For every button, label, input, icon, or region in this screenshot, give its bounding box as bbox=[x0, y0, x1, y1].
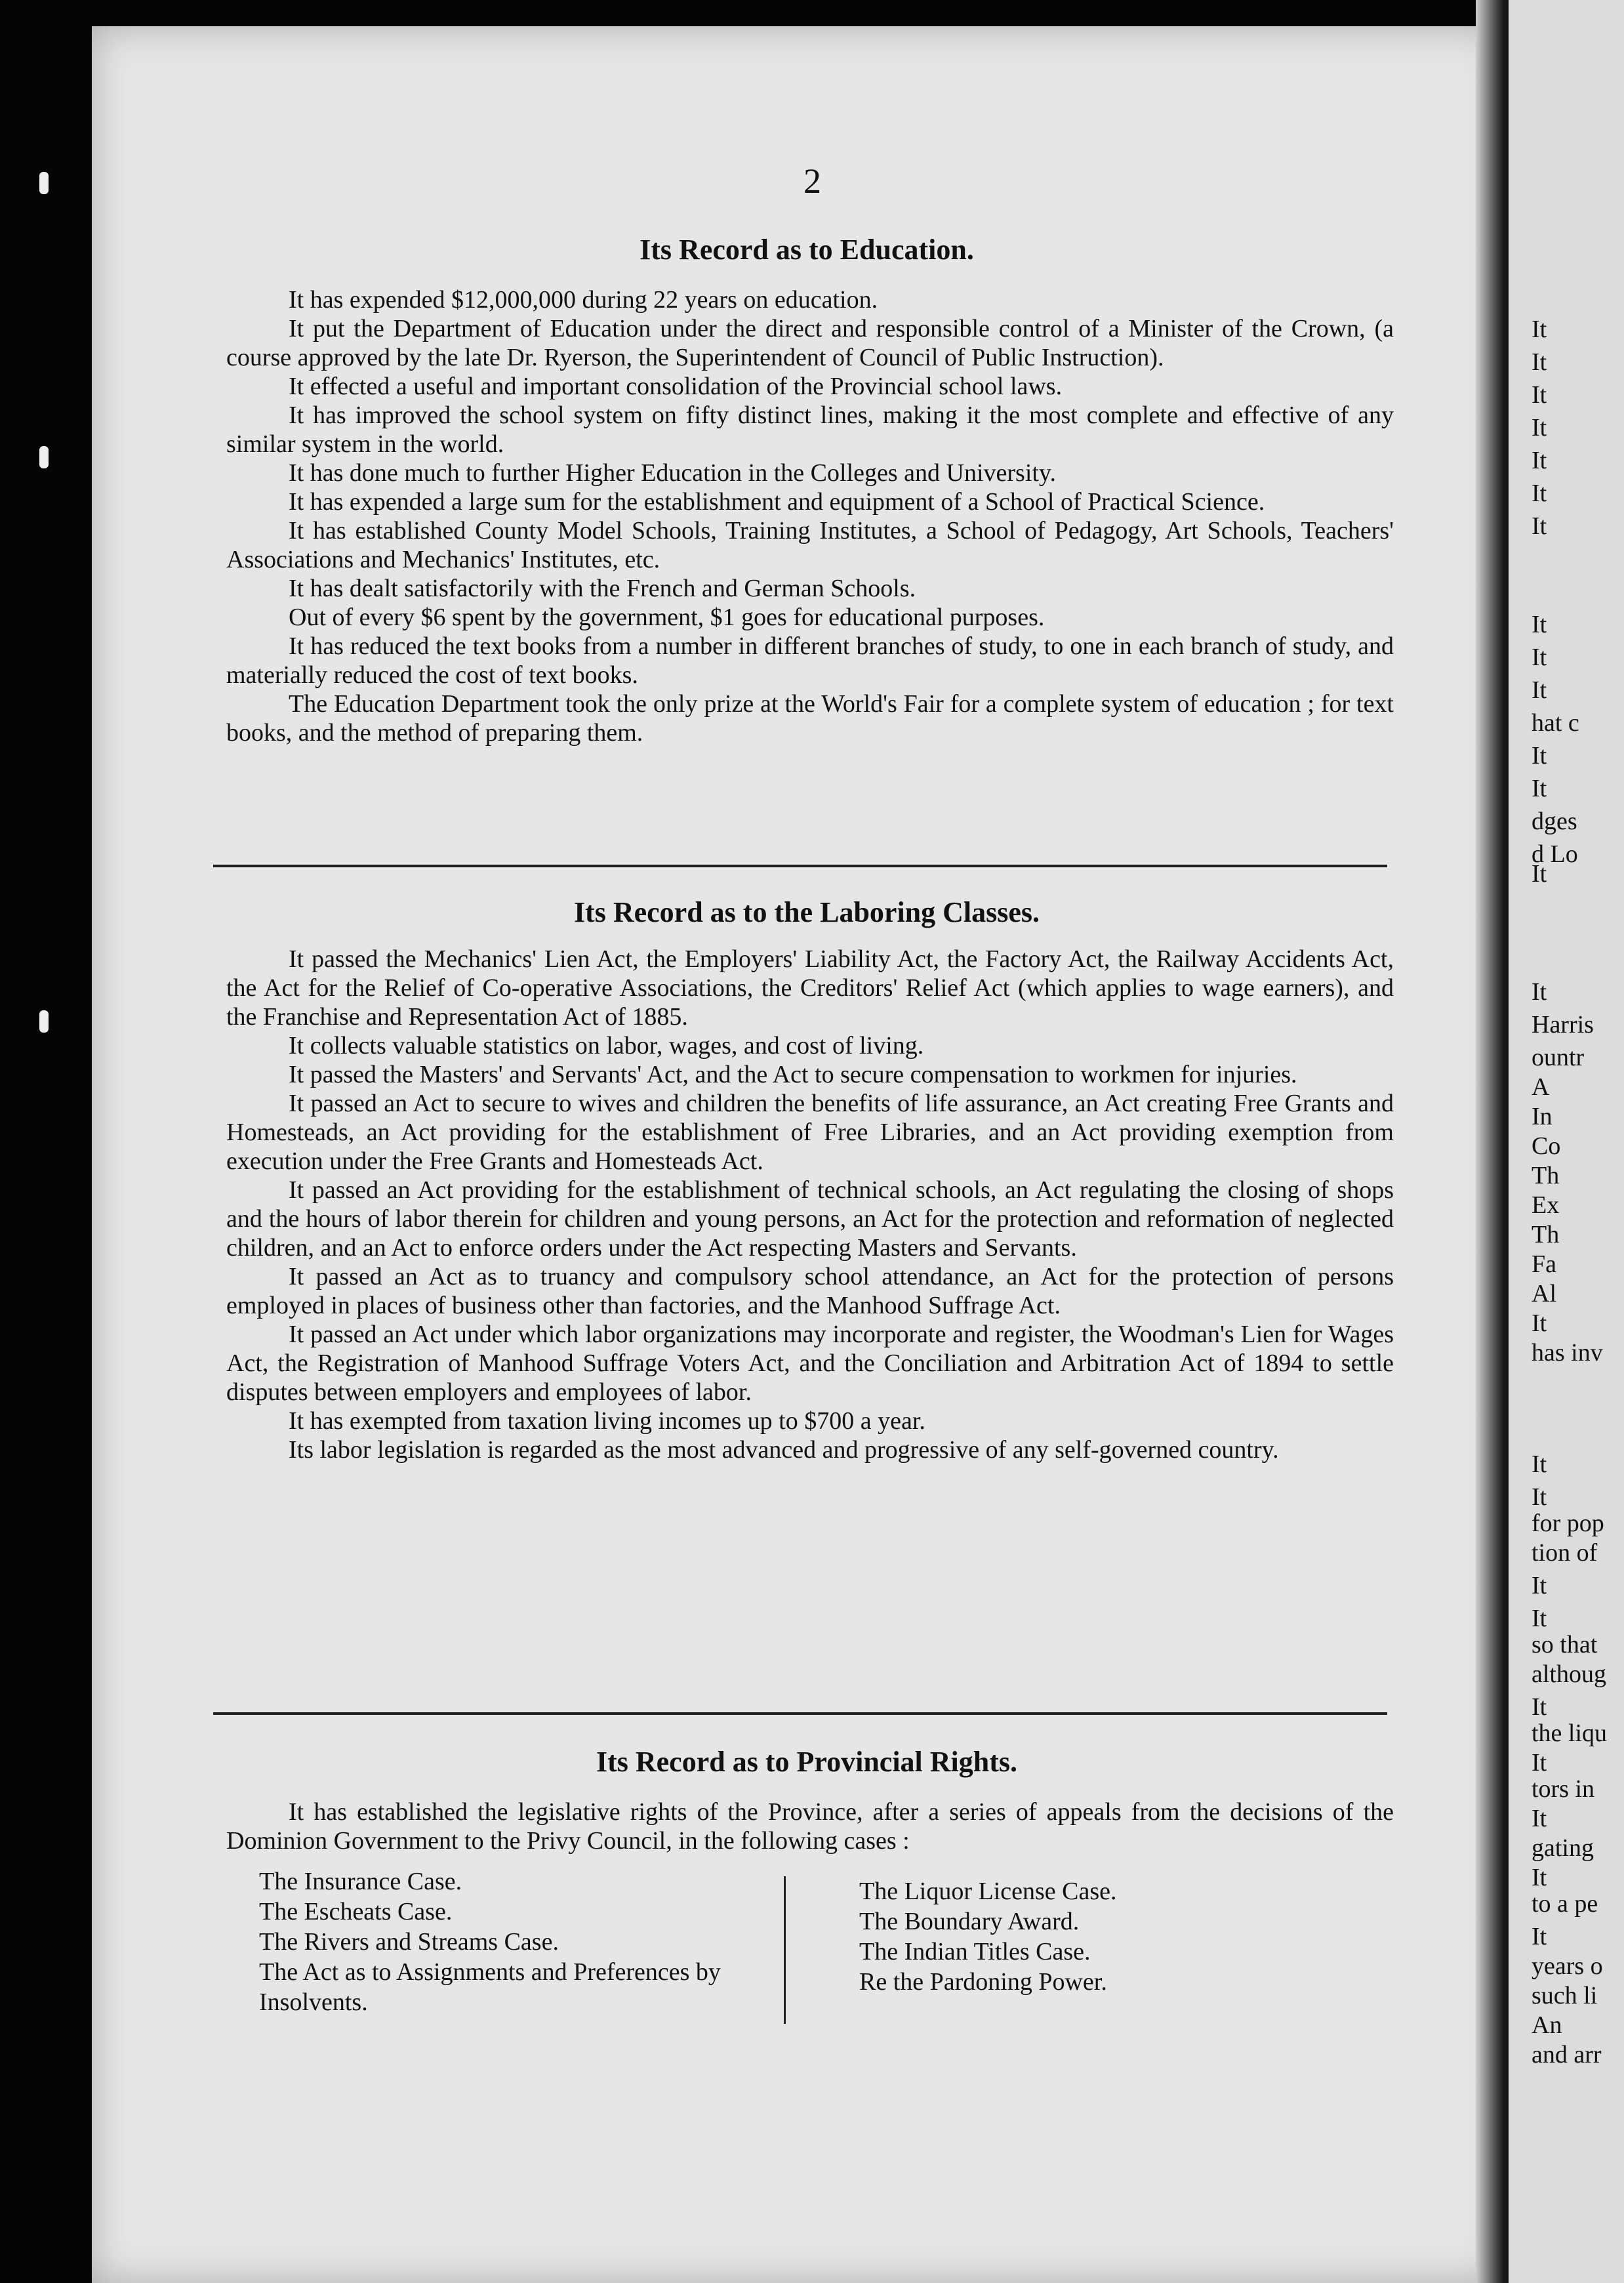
labor-paragraph: It passed an Act under which labor organizations may incorporate and register, the Woodman's Lien for Wages Act, the Registration of Manhood Suffrage Voters Act, and the Conciliation and Arbitration Act of 1894 to settle disputes between employers and employees of labor. bbox=[226, 1321, 1394, 1406]
provincial-intro-text: It has established the legislative rights of the Province, after a series of appeals from the decisions of the Dominion Government to the Privy Council, in the following cases : bbox=[226, 1798, 1394, 1855]
adjacent-page-fragment: It bbox=[1532, 1923, 1547, 1950]
education-paragraph: It has improved the school system on fifty distinct lines, making it the most complete and effective of any similar system in the world. bbox=[226, 401, 1394, 458]
adjacent-page-fragment: It bbox=[1532, 316, 1547, 343]
labor-body bbox=[226, 945, 1394, 1464]
labor-paragraph: It passed an Act to secure to wives and children the benefits of life assurance, an Act creating Free Grants and Homesteads, an Act providing for the establishment of Free Libraries, and an Act providing exemption from execution under the Free Grants and Homesteads Act. bbox=[226, 1090, 1394, 1175]
scan-artifact bbox=[39, 172, 49, 194]
scan-artifact bbox=[39, 446, 49, 468]
adjacent-page-fragment: It bbox=[1532, 742, 1547, 770]
case-item: The Escheats Case. bbox=[259, 1898, 453, 1925]
adjacent-page-fragment: to a pe bbox=[1532, 1890, 1598, 1918]
adjacent-page-fragment: It bbox=[1532, 512, 1547, 540]
education-paragraph: It has dealt satisfactorily with the French and German Schools. bbox=[289, 575, 916, 602]
adjacent-page-fragment: It bbox=[1532, 1749, 1547, 1777]
adjacent-page-fragment: ountr bbox=[1532, 1044, 1585, 1071]
cases-right-column bbox=[859, 1876, 1384, 1997]
adjacent-page-fragment: It bbox=[1532, 381, 1547, 409]
adjacent-page-fragment: It bbox=[1532, 414, 1547, 442]
education-body bbox=[226, 285, 1394, 747]
education-title: Its Record as to Education. bbox=[639, 234, 974, 266]
column-divider bbox=[784, 1876, 786, 2024]
provincial-intro bbox=[226, 1798, 1394, 1855]
adjacent-page-fragment: It bbox=[1532, 1309, 1547, 1337]
case-item: The Liquor License Case. bbox=[859, 1878, 1117, 1905]
adjacent-page-fragment: for pop bbox=[1532, 1510, 1604, 1537]
labor-title: Its Record as to the Laboring Classes. bbox=[573, 896, 1040, 928]
labor-paragraph: It passed an Act as to truancy and compulsory school attendance, an Act for the protection of persons employed in places of business other than factories, and the Manhood Suffrage Act. bbox=[226, 1263, 1394, 1319]
adjacent-page-fragment: such li bbox=[1532, 1982, 1598, 2009]
adjacent-page-fragment: has inv bbox=[1532, 1339, 1603, 1367]
adjacent-page-fragment: It bbox=[1532, 348, 1547, 376]
adjacent-page-fragment: tion of bbox=[1532, 1539, 1598, 1567]
adjacent-page-fragment: An bbox=[1532, 2011, 1562, 2039]
labor-paragraph: It collects valuable statistics on labor, wages, and cost of living. bbox=[289, 1032, 924, 1059]
adjacent-page-fragment: It bbox=[1532, 1864, 1547, 1891]
provincial-title: Its Record as to Provincial Rights. bbox=[596, 1746, 1018, 1778]
adjacent-page-fragment: Harris bbox=[1532, 1011, 1594, 1039]
education-paragraph: Out of every $6 spent by the government, $1 goes for educational purposes. bbox=[289, 604, 1045, 631]
adjacent-page-fragment: It bbox=[1532, 860, 1547, 888]
education-paragraph: The Education Department took the only prize at the World's Fair for a complete system of education ; for text books, and the method of preparing them. bbox=[226, 690, 1394, 747]
adjacent-page-fragment: It bbox=[1532, 1572, 1547, 1599]
adjacent-page-fragment: years o bbox=[1532, 1952, 1603, 1980]
adjacent-page-fragment: It bbox=[1532, 611, 1547, 638]
adjacent-page-fragment: It bbox=[1532, 1605, 1547, 1632]
cases-left-column bbox=[259, 1866, 777, 2017]
adjacent-page-fragment: and arr bbox=[1532, 2041, 1602, 2068]
education-paragraph: It has reduced the text books from a number in different branches of study, to one in each branch of study, and materially reduced the cost of text books. bbox=[226, 632, 1394, 689]
adjacent-page-fragment: Ex bbox=[1532, 1191, 1560, 1219]
adjacent-page-fragment: It bbox=[1532, 447, 1547, 474]
education-paragraph: It has expended a large sum for the establishment and equipment of a School of Practical Science. bbox=[289, 488, 1265, 516]
adjacent-page-fragment: It bbox=[1532, 775, 1547, 802]
adjacent-page-fragment: so that bbox=[1532, 1631, 1598, 1658]
case-item: The Rivers and Streams Case. bbox=[259, 1928, 559, 1956]
adjacent-page-fragment: It bbox=[1532, 1693, 1547, 1721]
section-divider bbox=[213, 1712, 1387, 1715]
labor-paragraph: It passed an Act providing for the establishment of technical schools, an Act regulating the closing of shops and the hours of labor therein for children and young persons, an Act for the protection and reformation of neglected children, and an Act to enforce orders under the Act respecting Masters and Servants. bbox=[226, 1176, 1394, 1262]
education-paragraph: It effected a useful and important consolidation of the Provincial school laws. bbox=[289, 373, 1063, 400]
adjacent-page-fragment: the liqu bbox=[1532, 1719, 1608, 1747]
case-item: The Act as to Assignments and Preferences by Insolvents. bbox=[259, 1958, 721, 2016]
labor-paragraph: Its labor legislation is regarded as the most advanced and progressive of any self-governed country. bbox=[289, 1436, 1279, 1464]
adjacent-page-fragment: d Lo bbox=[1532, 840, 1578, 868]
education-paragraph: It has established County Model Schools, Training Institutes, a School of Pedagogy, Art Schools, Teachers' Associations and Mechanics' Institutes, etc. bbox=[226, 517, 1394, 573]
adjacent-page-fragment: althoug bbox=[1532, 1660, 1606, 1688]
adjacent-page-fragment: dges bbox=[1532, 808, 1577, 835]
adjacent-page-fragment: It bbox=[1532, 480, 1547, 507]
page-number: 2 bbox=[803, 161, 821, 201]
adjacent-page-fragment: It bbox=[1532, 1450, 1547, 1478]
adjacent-page-fragment: Fa bbox=[1532, 1250, 1556, 1278]
education-paragraph: It has done much to further Higher Education in the Colleges and University. bbox=[289, 459, 1056, 487]
case-item: Re the Pardoning Power. bbox=[859, 1968, 1107, 1996]
adjacent-page-fragment: It bbox=[1532, 1805, 1547, 1832]
adjacent-page-fragment: hat c bbox=[1532, 709, 1579, 737]
case-item: The Indian Titles Case. bbox=[859, 1938, 1091, 1965]
education-paragraph: It has expended $12,000,000 during 22 years on education. bbox=[289, 286, 878, 314]
case-item: The Insurance Case. bbox=[259, 1868, 462, 1895]
scan-artifact bbox=[39, 1010, 49, 1033]
adjacent-page-fragment: tors in bbox=[1532, 1775, 1595, 1803]
adjacent-page-fragment: It bbox=[1532, 978, 1547, 1006]
section-divider bbox=[213, 865, 1387, 867]
adjacent-page-fragment: A bbox=[1532, 1073, 1550, 1101]
adjacent-page-fragment: Th bbox=[1532, 1162, 1560, 1189]
adjacent-page-fragment: It bbox=[1532, 1483, 1547, 1511]
education-paragraph: It put the Department of Education under the direct and responsible control of a Minister of the Crown, (a course approved by the late Dr. Ryerson, the Superintendent of Council of Public Instruction). bbox=[226, 315, 1394, 371]
adjacent-page-fragment: It bbox=[1532, 676, 1547, 704]
adjacent-page-fragment: Al bbox=[1532, 1280, 1556, 1307]
adjacent-page-fragment: In bbox=[1532, 1103, 1553, 1130]
adjacent-page bbox=[1509, 0, 1624, 2283]
labor-paragraph: It has exempted from taxation living incomes up to $700 a year. bbox=[289, 1407, 925, 1435]
adjacent-page-fragment: Co bbox=[1532, 1132, 1561, 1160]
adjacent-page-fragment: gating bbox=[1532, 1834, 1594, 1862]
case-item: The Boundary Award. bbox=[859, 1908, 1080, 1935]
labor-paragraph: It passed the Masters' and Servants' Act, and the Act to secure compensation to workmen for injuries. bbox=[289, 1061, 1297, 1088]
labor-paragraph: It passed the Mechanics' Lien Act, the Employers' Liability Act, the Factory Act, the Railway Accidents Act, the Act for the Relief of Co-operative Associations, the Creditors' Relief Act (which applies to wage earners), and the Franchise and Representation Act of 1885. bbox=[226, 945, 1394, 1031]
adjacent-page-fragment: It bbox=[1532, 644, 1547, 671]
adjacent-page-fragment: Th bbox=[1532, 1221, 1560, 1248]
